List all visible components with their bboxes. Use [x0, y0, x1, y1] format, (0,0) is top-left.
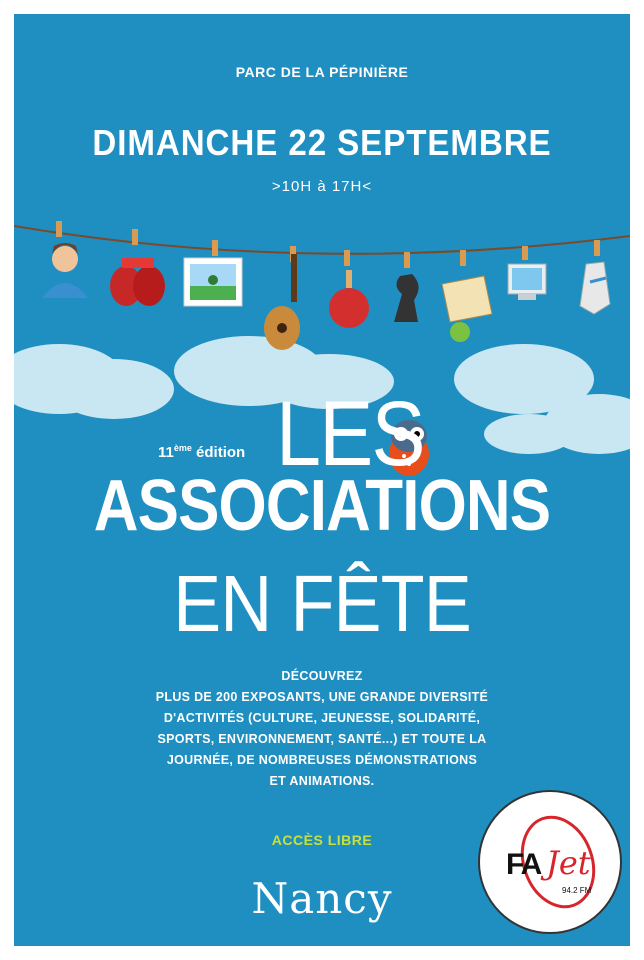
nancy-logo: Nancy: [251, 874, 393, 923]
description-line: ET ANIMATIONS.: [269, 774, 375, 788]
cloud: [484, 414, 574, 454]
event-date: DIMANCHE 22 SEPTEMBRE: [92, 122, 552, 163]
title-line-2: ASSOCIATIONS: [93, 466, 551, 546]
description-line: PLUS DE 200 EXPOSANTS, UNE GRANDE DIVERSITÉ: [155, 690, 489, 704]
ping-pong-paddle-icon: [329, 250, 369, 328]
description-line: D'ACTIVITÉS (CULTURE, JEUNESSE, SOLIDARITÉ,: [163, 711, 481, 725]
description: [134, 666, 510, 792]
guitar-icon: [264, 246, 300, 350]
sneaker-icon: [580, 240, 610, 314]
computer-monitor-icon: [508, 246, 546, 300]
radio-frequency: 94.2 FM: [562, 886, 592, 895]
title-line-1: LES: [276, 383, 424, 485]
description-line: JOURNÉE, DE NOMBREUSES DÉMONSTRATIONS: [166, 753, 478, 767]
radio-brand-left: FA: [506, 848, 541, 881]
event-hours: >10H à 17H<: [271, 178, 373, 195]
book-icon: [442, 250, 492, 342]
radio-brand-right: Jet: [546, 844, 591, 882]
chess-knight-icon: [394, 252, 419, 322]
description-line: SPORTS, ENVIRONNEMENT, SANTÉ...) ET TOUTE LA: [157, 732, 487, 746]
free-access-label: ACCÈS LIBRE: [271, 832, 373, 848]
radio-logo-badge: [478, 790, 622, 934]
person-icon: [42, 221, 88, 298]
description-line: DÉCOUVREZ: [281, 669, 363, 683]
clothesline: [14, 14, 630, 374]
edition-label: 11ème édition: [158, 443, 246, 461]
venue-label: PARC DE LA PÉPINIÈRE: [235, 64, 409, 80]
title-line-3: EN FÊTE: [173, 559, 471, 648]
